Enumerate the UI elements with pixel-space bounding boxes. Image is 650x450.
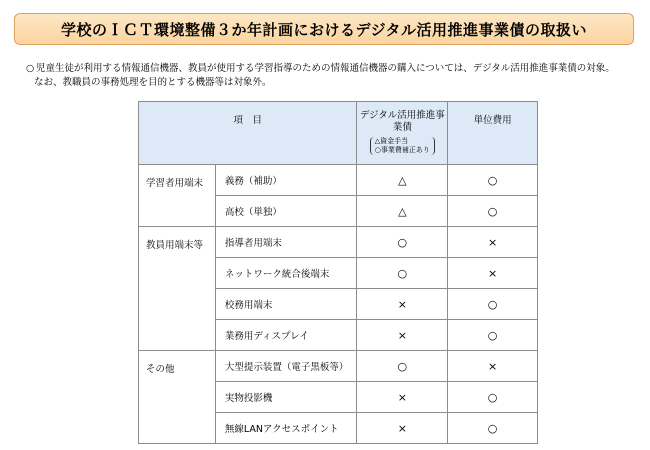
digital-mark-cell: ×: [357, 320, 448, 351]
item-cell: 校務用端末: [215, 289, 357, 320]
table-row: [139, 351, 538, 382]
unit-cost-mark-cell: ○: [448, 196, 538, 227]
item-cell: ネットワーク統合後端末: [215, 258, 357, 289]
unit-cost-mark-cell: ○: [448, 320, 538, 351]
digital-mark-cell: ○: [357, 227, 448, 258]
digital-mark-cell: △: [357, 165, 448, 196]
unit-cost-mark-cell: ○: [448, 413, 538, 444]
note-bullet: ○: [26, 63, 35, 74]
unit-cost-mark-cell: ○: [448, 165, 538, 196]
header-unit-cost: 単位費用: [448, 102, 538, 165]
digital-mark-cell: ×: [357, 413, 448, 444]
unit-cost-mark-cell: ×: [448, 351, 538, 382]
note-line-1: [26, 62, 615, 76]
allocation-table: [138, 101, 538, 444]
unit-cost-mark-cell: ×: [448, 227, 538, 258]
header-digital-legend: [370, 137, 435, 155]
note-line-2: [34, 76, 272, 90]
digital-mark-cell: ○: [357, 258, 448, 289]
unit-cost-mark-cell: ×: [448, 258, 538, 289]
header-item: 項 目: [139, 102, 357, 165]
legend-circle: ○事業費補正あり: [374, 146, 430, 154]
digital-mark-cell: △: [357, 196, 448, 227]
legend-triangle: △資金手当: [374, 137, 409, 145]
digital-mark-cell: ×: [357, 289, 448, 320]
header-digital-label: デジタル活用推進事業債: [359, 110, 445, 133]
table-row: [139, 227, 538, 258]
page-title: 学校のＩＣＴ環境整備３か年計画におけるデジタル活用推進事業債の取扱い: [60, 20, 588, 39]
unit-cost-mark-cell: ○: [448, 289, 538, 320]
unit-cost-mark-cell: ○: [448, 382, 538, 413]
category-cell: 教員用端末等: [139, 227, 216, 351]
item-cell: 実物投影機: [215, 382, 357, 413]
item-cell: 高校（単独）: [215, 196, 357, 227]
item-cell: 無線LANアクセスポイント: [215, 413, 357, 444]
digital-mark-cell: ×: [357, 382, 448, 413]
table-header-row: [139, 102, 538, 165]
page-title-banner: [14, 13, 634, 45]
header-digital: [357, 102, 448, 165]
note-text-2: なお、教職員の事務処理を目的とする機器等は対象外。: [34, 77, 272, 88]
category-cell: 学習者用端末: [139, 165, 216, 227]
category-cell: その他: [139, 351, 216, 444]
item-cell: 義務（補助）: [215, 165, 357, 196]
item-cell: 業務用ディスプレイ: [215, 320, 357, 351]
item-cell: 大型提示装置（電子黒板等）: [215, 351, 357, 382]
digital-mark-cell: ○: [357, 351, 448, 382]
table-row: [139, 165, 538, 196]
note-text-1: 児童生徒が利用する情報通信機器、教員が使用する学習指導のための情報通信機器の購入については、デジタル活用推進事業債の対象。: [36, 63, 615, 74]
item-cell: 指導者用端末: [215, 227, 357, 258]
